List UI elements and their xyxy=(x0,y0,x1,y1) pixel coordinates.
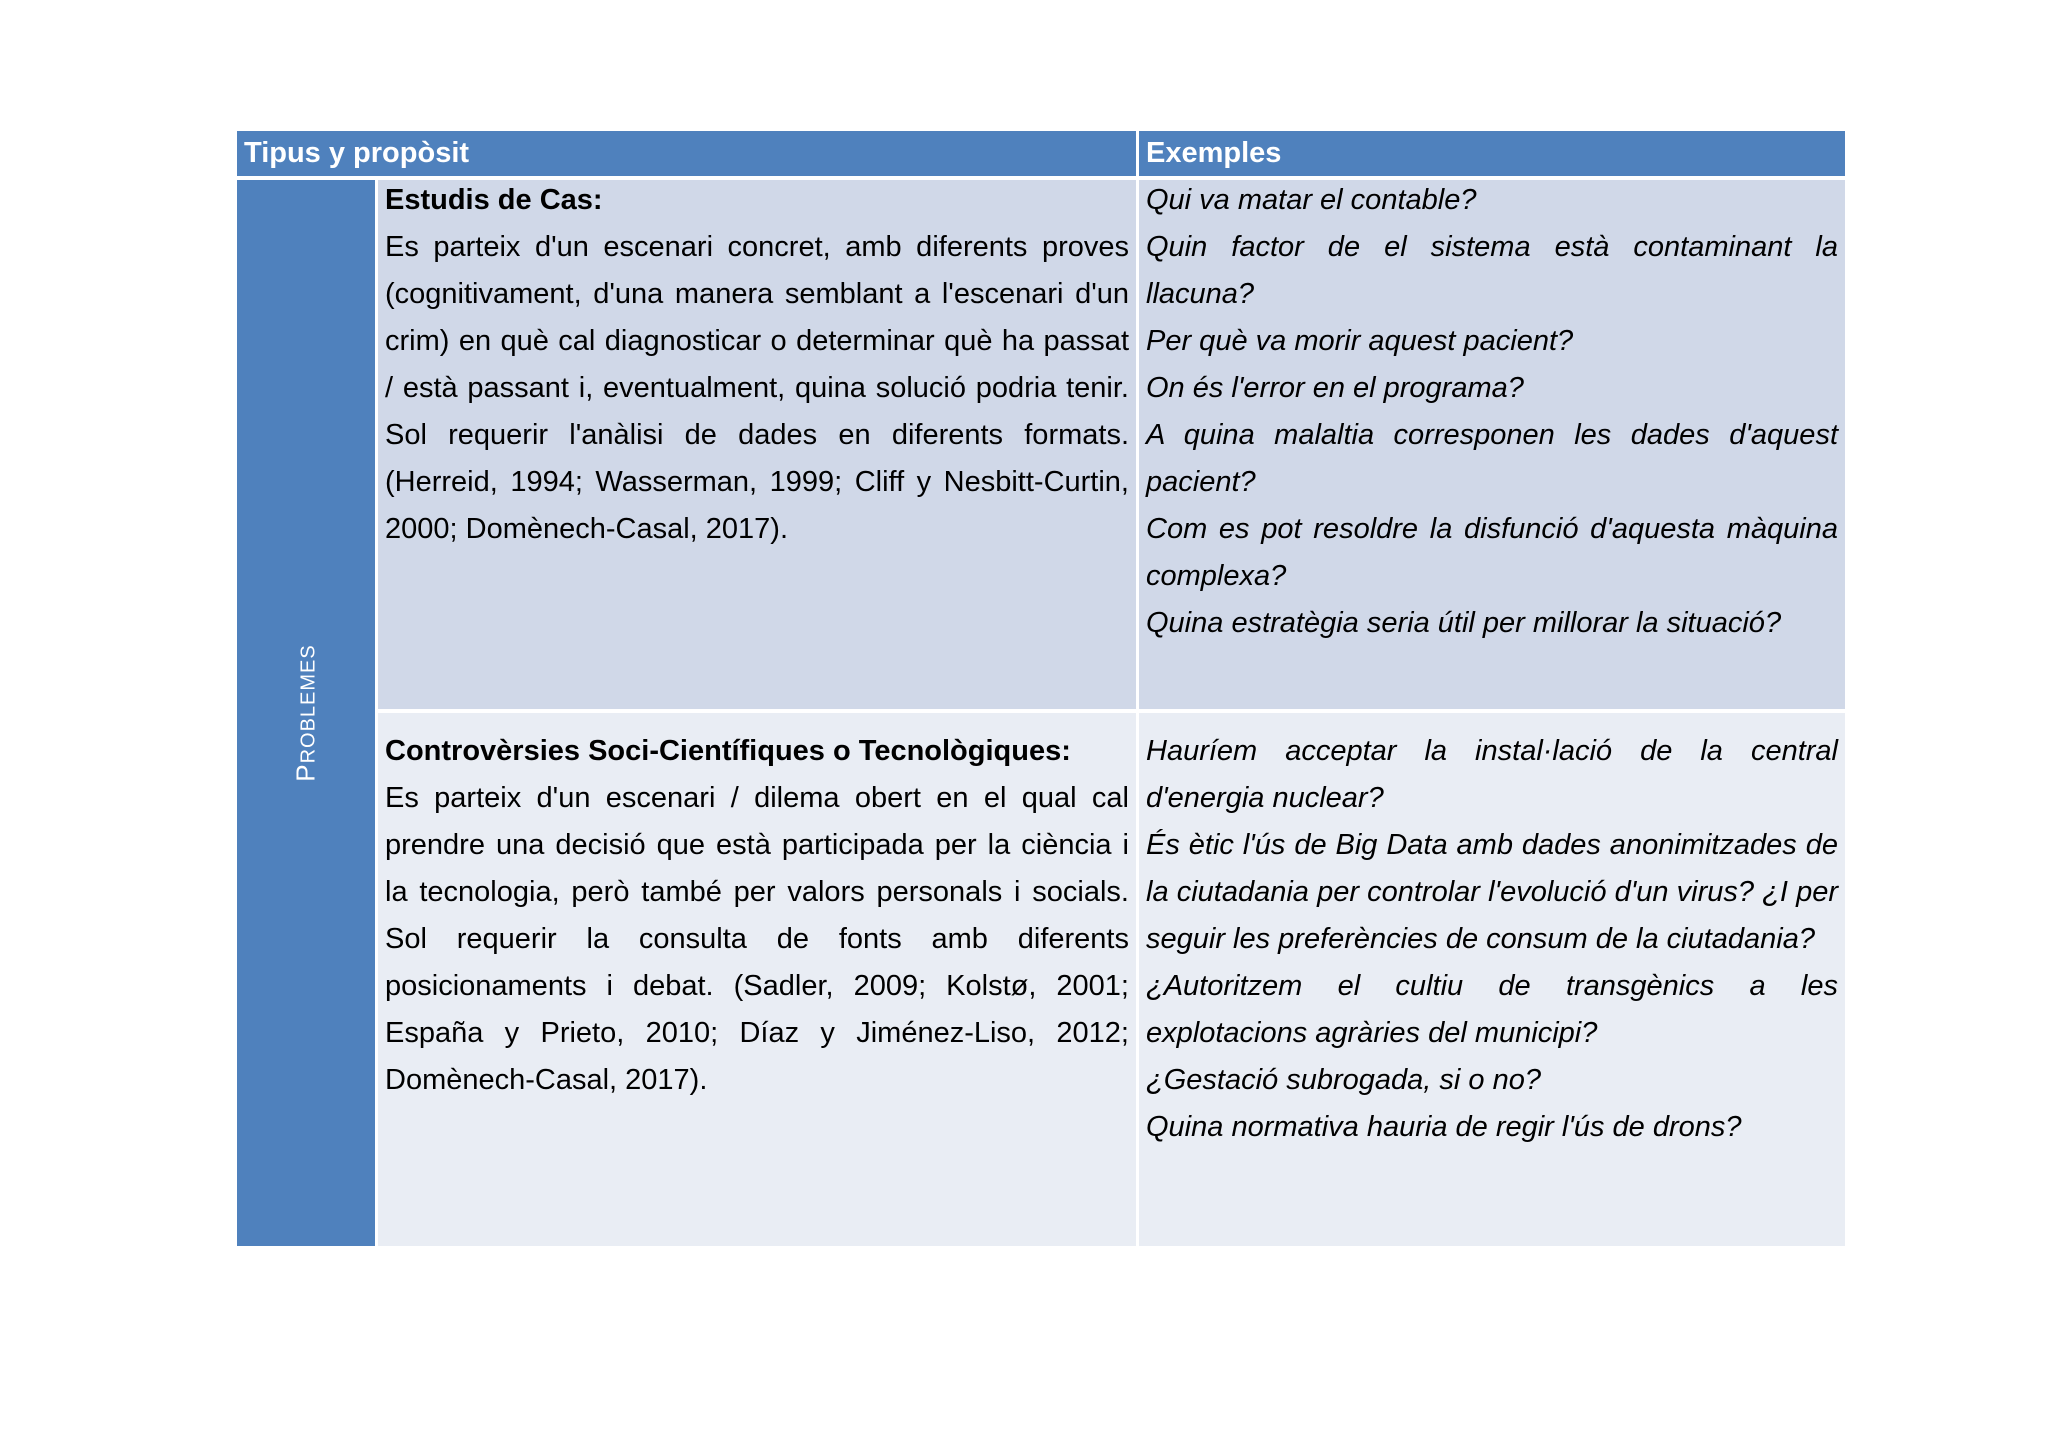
case-study-title: Estudis de Cas: xyxy=(385,184,603,216)
case-study-examples-cell xyxy=(1139,180,1845,709)
example-item: Qui va matar el contable? xyxy=(1146,184,1477,216)
header-type-purpose: Tipus y propòsit xyxy=(237,131,1136,176)
category-label-rest: ROBLEMES xyxy=(297,644,320,764)
controversies-examples-cell xyxy=(1139,713,1845,1246)
example-item: Hauríem acceptar la instal·lació de la central d'energia nuclear? xyxy=(1146,735,1838,814)
controversies-title: Controvèrsies Soci-Científiques o Tecnològiques: xyxy=(385,735,1071,767)
example-item: Quin factor de el sistema està contaminant la llacuna? xyxy=(1146,231,1838,310)
example-item: És ètic l'ús de Big Data amb dades anonimitzades de la ciutadania per controlar l'evolució d'un virus? ¿I per seguir les preferències de consum de la ciutadania? xyxy=(1146,829,1838,955)
case-study-examples xyxy=(1146,180,1838,647)
example-item: Com es pot resoldre la disfunció d'aquesta màquina complexa? xyxy=(1146,513,1838,592)
example-item: ¿Gestació subrogada, si o no? xyxy=(1146,1064,1541,1096)
category-label xyxy=(291,644,322,782)
problems-table xyxy=(237,131,1839,1246)
example-item: ¿Autoritzem el cultiu de transgènics a les explotacions agràries del municipi? xyxy=(1146,970,1838,1049)
example-item: Quina estratègia seria útil per millorar la situació? xyxy=(1146,607,1782,639)
controversies-examples xyxy=(1146,728,1838,1151)
controversies-cell xyxy=(378,713,1136,1246)
category-label-cell xyxy=(237,180,375,1246)
controversies-description: Es parteix d'un escenari / dilema obert en el qual cal prendre una decisió que està participada per la ciència i la tecnologia, però també per valors personals i socials. Sol requerir la consulta de fonts amb diferents posicionaments i debat. (Sadler, 2009; Kolstø, 2001; España y Prieto, 2010; Díaz y Jiménez-Liso, 2012; Domènech-Casal, 2017). xyxy=(385,782,1129,1096)
example-item: Per què va morir aquest pacient? xyxy=(1146,325,1574,357)
example-item: Quina normativa hauria de regir l'ús de drons? xyxy=(1146,1111,1742,1143)
example-item: On és l'error en el programa? xyxy=(1146,372,1524,404)
header-examples: Exemples xyxy=(1139,131,1845,176)
example-item: A quina malaltia corresponen les dades d'aquest pacient? xyxy=(1146,419,1838,498)
case-study-cell xyxy=(378,180,1136,709)
category-label-first-letter: P xyxy=(290,763,321,782)
case-study-description: Es parteix d'un escenari concret, amb diferents proves (cognitivament, d'una manera semblant a l'escenari d'un crim) en què cal diagnosticar o determinar què ha passat / està passant i, eventualment, quina solució podria tenir. Sol requerir l'anàlisi de dades en diferents formats.(Herreid, 1994; Wasserman, 1999; Cliff y Nesbitt-Curtin, 2000; Domènech-Casal, 2017). xyxy=(385,231,1129,545)
